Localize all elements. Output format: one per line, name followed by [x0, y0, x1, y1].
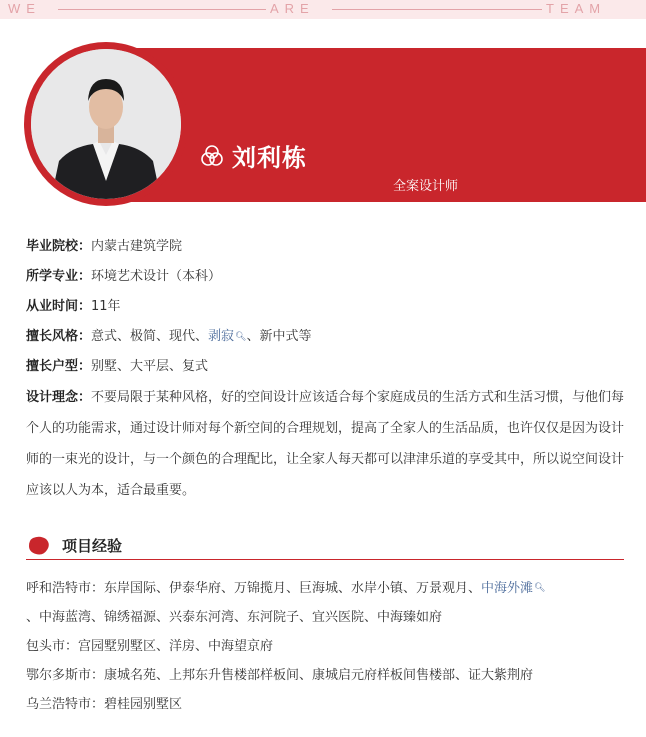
portrait-photo — [31, 49, 181, 199]
banner-word-are: ARE — [270, 1, 315, 16]
style-label: 擅长风格： — [26, 329, 92, 344]
project-search-link[interactable]: 中海外滩 — [481, 581, 534, 596]
style-prefix: 意式、极简、现代、 — [91, 329, 209, 344]
magnifier-icon[interactable]: 🔍︎ — [534, 583, 546, 593]
concept-row — [26, 382, 626, 506]
school-value: 内蒙古建筑学院 — [91, 239, 183, 254]
project-line — [26, 574, 626, 603]
style-suffix: 、新中式等 — [246, 329, 312, 344]
major-row — [26, 262, 626, 292]
school-label: 毕业院校： — [26, 239, 92, 254]
project-list — [26, 574, 626, 719]
section-title: 项目经验 — [62, 537, 123, 555]
header-band — [110, 48, 646, 202]
style-search-link[interactable]: 剥寂 — [208, 329, 235, 344]
concept-label: 设计理念： — [26, 390, 92, 405]
triple-circle-icon — [200, 144, 224, 168]
project-line: 鄂尔多斯市：康城名苑、上邦东升售楼部样板间、康城启元府样板间售楼部、证大紫荆府 — [26, 668, 534, 683]
house-label: 擅长户型： — [26, 359, 92, 374]
blob-icon — [28, 536, 50, 556]
banner-divider — [332, 9, 542, 10]
name-row — [200, 138, 307, 173]
project-line: 、中海蓝湾、锦绣福源、兴泰东河湾、东河院子、宜兴医院、中海臻如府 — [26, 610, 443, 625]
school-row — [26, 232, 626, 262]
banner-word-we: WE — [8, 1, 41, 16]
years-label: 从业时间： — [26, 299, 92, 314]
years-row — [26, 292, 626, 322]
designer-name: 刘利栋 — [232, 144, 307, 172]
major-value: 环境艺术设计（本科） — [91, 269, 222, 284]
banner-word-team: TEAM — [546, 1, 607, 16]
designer-role: 全案设计师 — [393, 179, 459, 194]
years-value: 11年 — [91, 299, 121, 314]
magnifier-icon[interactable]: 🔍︎ — [235, 332, 247, 342]
concept-value: 不要局限于某种风格，好的空间设计应该适合每个家庭成员的生活方式和生活习惯，与他们每个人的功能需求，通过设计师对每个新空间的合理规划，提高了全家人的生活品质，也许仅仅是因为设计师的一束光的设计，与一个颜色的合理配比，让全家人每天都可以津津乐道的享受其中，所以说空间设计应该以人为本，适合最重要。 — [26, 390, 625, 498]
person-silhouette-icon — [31, 49, 181, 199]
style-row — [26, 322, 626, 352]
section-header — [26, 532, 624, 560]
top-banner — [0, 0, 646, 19]
house-row — [26, 352, 626, 382]
project-line: 包头市：宫园墅别墅区、洋房、中海望京府 — [26, 639, 274, 654]
project-line: 乌兰浩特市：碧桂园别墅区 — [26, 697, 183, 712]
project-text: 呼和浩特市：东岸国际、伊泰华府、万锦揽月、巨海城、水岸小镇、万景观月、 — [26, 581, 482, 596]
profile-info — [26, 232, 626, 506]
major-label: 所学专业： — [26, 269, 92, 284]
house-value: 别墅、大平层、复式 — [91, 359, 209, 374]
banner-divider — [58, 9, 266, 10]
